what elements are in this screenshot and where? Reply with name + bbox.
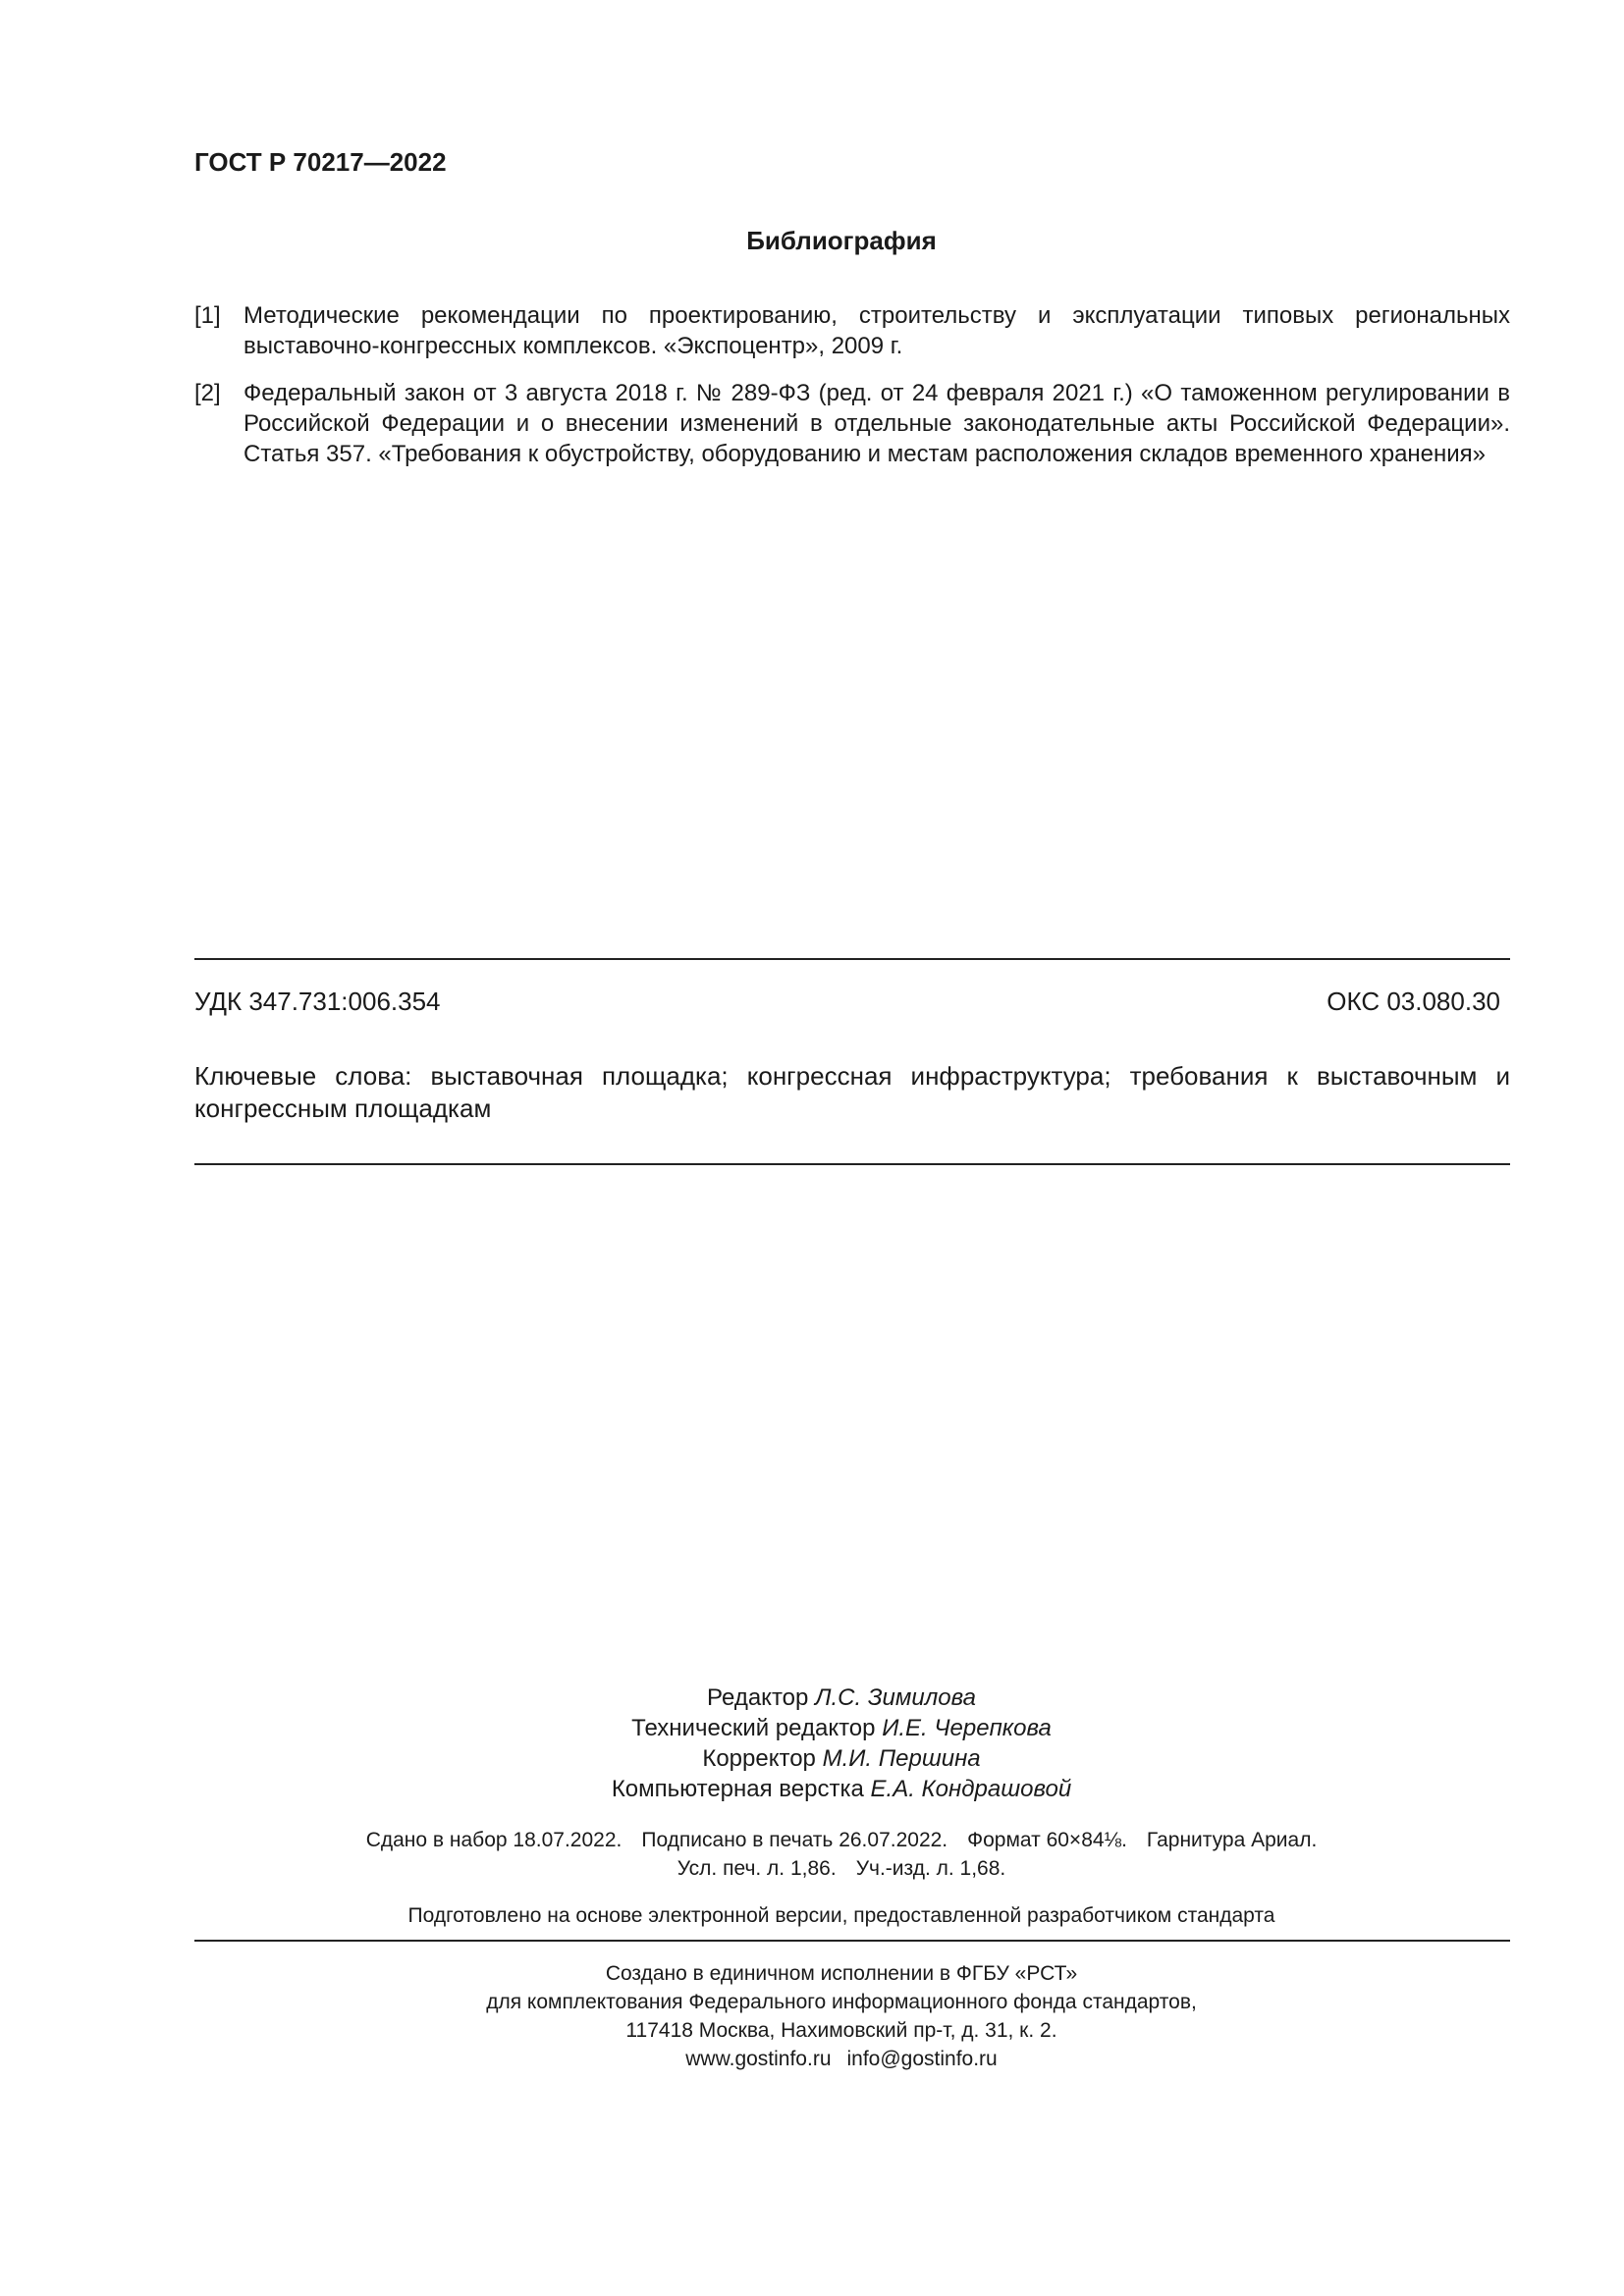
printing-line xyxy=(59,1826,1624,1854)
top-divider xyxy=(194,958,1510,960)
typeface: Гарнитура Ариал. xyxy=(1146,1829,1318,1851)
prepared-note: Подготовлено на основе электронной версии, предоставленной разработчиком стандарта xyxy=(407,1904,1275,1927)
credit-role: Редактор xyxy=(707,1684,809,1711)
email-link[interactable]: info@gostinfo.ru xyxy=(846,2048,998,2070)
bibliography-entry xyxy=(194,378,1510,469)
bibliography-entry xyxy=(194,300,1510,361)
bibliography-entry-text: Методические рекомендации по проектированию, строительству и эксплуатации типовых региональных выставочно-конгрессных комплексов. «Экспоцентр», 2009 г. xyxy=(244,302,1510,359)
bibliography-title: Библиография xyxy=(746,226,937,255)
credit-name: Л.С. Зимилова xyxy=(815,1684,976,1711)
credit-line xyxy=(59,1713,1624,1743)
credit-line xyxy=(59,1682,1624,1713)
printing-line xyxy=(59,1854,1624,1883)
udk-code: УДК 347.731:006.354 xyxy=(194,987,441,1016)
print-sheets: Усл. печ. л. 1,86. xyxy=(677,1857,837,1880)
classification-codes xyxy=(194,987,1500,1017)
keywords: Ключевые слова: выставочная площадка; конгрессная инфраструктура; требования к выставочным и конгрессным площадкам xyxy=(194,1061,1510,1123)
credit-name: Е.А. Кондрашовой xyxy=(870,1776,1072,1802)
publisher-address: 117418 Москва, Нахимовский пр-т, д. 31, к. 2. xyxy=(625,2019,1057,2042)
printing-details xyxy=(0,1826,1624,1883)
bibliography-entry-number: [1] xyxy=(194,302,221,329)
credit-role: Компьютерная верстка xyxy=(611,1776,864,1802)
footer-divider xyxy=(194,1940,1510,1942)
paper-format: Формат 60×84⅛. xyxy=(967,1829,1127,1851)
publisher-line: Создано в единичном исполнении в ФГБУ «РСТ» xyxy=(605,1962,1078,1985)
oks-code: ОКС 03.080.30 xyxy=(1326,987,1500,1016)
credit-role: Корректор xyxy=(702,1745,816,1772)
credit-line xyxy=(59,1774,1624,1804)
submitted-date: Сдано в набор 18.07.2022. xyxy=(365,1829,623,1851)
credit-name: И.Е. Черепкова xyxy=(882,1715,1052,1741)
publisher-sheets: Уч.-изд. л. 1,68. xyxy=(855,1857,1006,1880)
publisher-info xyxy=(0,1959,1624,2073)
credit-line xyxy=(59,1743,1624,1774)
signed-date: Подписано в печать 26.07.2022. xyxy=(641,1829,948,1851)
editorial-credits xyxy=(0,1682,1624,1804)
credit-role: Технический редактор xyxy=(631,1715,876,1741)
credit-name: М.И. Першина xyxy=(822,1745,981,1772)
publisher-contacts xyxy=(59,2045,1624,2073)
bibliography-list xyxy=(194,300,1510,486)
standard-id-header: ГОСТ Р 70217—2022 xyxy=(194,147,447,177)
bottom-divider xyxy=(194,1163,1510,1165)
bibliography-entry-number: [2] xyxy=(194,380,221,406)
bibliography-entry-text: Федеральный закон от 3 августа 2018 г. № 289-ФЗ (ред. от 24 февраля 2021 г.) «О таможенном регулировании в Российской Федерации и о внесении изменений в отдельные законодательные акты Российской Федерации». Статья 357. «Требования к обустройству, оборудованию и местам расположения складов временного хранения» xyxy=(244,380,1510,467)
publisher-line: для комплектования Федерального информационного фонда стандартов, xyxy=(486,1991,1197,2013)
website-link[interactable]: www.gostinfo.ru xyxy=(685,2048,832,2070)
